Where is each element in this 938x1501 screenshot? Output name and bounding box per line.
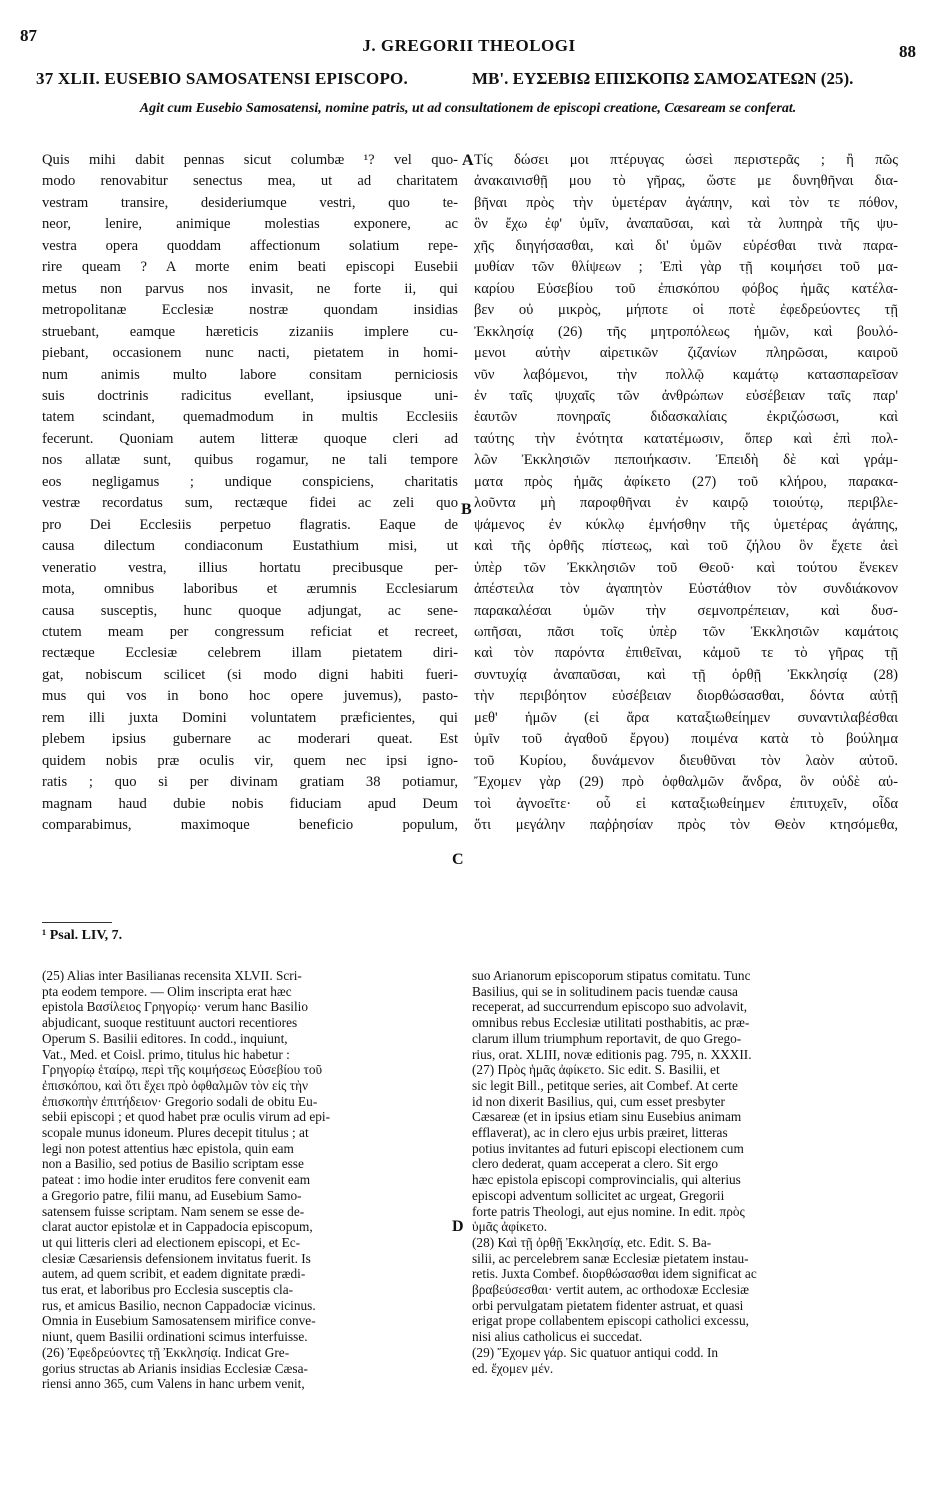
note-right-line: omnibus rebus Ecclesiæ utilitati posthabitis, ac præ- bbox=[472, 1015, 750, 1031]
note-right-line: episcopi adventum sollicitet ac urgeat, Gregorii bbox=[472, 1187, 725, 1203]
greek-text-line: παρακαλέσαι ὑμῶν τὴν σεμνοπρέπειαν, καὶ δυσ- bbox=[474, 602, 898, 619]
latin-text-line: metropolitanæ Ecclesiæ nostræ quondam insidias bbox=[42, 302, 458, 319]
latin-text-line: quidem nobis præ oculis vir, quem nec ipsi igno- bbox=[42, 752, 458, 769]
note-right-line: nisi alius catholicus ei succedat. bbox=[472, 1329, 643, 1345]
notes-left-column bbox=[42, 968, 450, 1392]
greek-text-line: ταύτης τὴν ἑνότητα κατατέμωσιν, ὅπερ καὶ ἐπὶ πολ- bbox=[474, 430, 898, 447]
note-right-line: orbi pervulgatam pietatem fidenter astruat, et quasi bbox=[472, 1297, 744, 1313]
greek-text-column bbox=[474, 150, 898, 837]
greek-text-line: ωπῆσαι, πᾶσι τοῖς ὑπὲρ τῶν Ἐκκλησιῶν καμάτοις bbox=[474, 623, 898, 640]
latin-text-line: neor, lenire, animique molestias exponere, ac bbox=[42, 216, 458, 233]
greek-text-line: τὴν περιβόητον εὐσέβειαν διορθώσασθαι, δόντα αὐτῇ bbox=[474, 688, 898, 705]
greek-text-line: λοῦντα μὴ παροφθῆναι ἐν καιρῷ τοιούτῳ, περιβλε- bbox=[474, 495, 898, 512]
note-left-line: a Gregorio patre, filii manu, ad Eusebium Samo- bbox=[42, 1187, 302, 1203]
latin-text-line: tatem scindant, quemadmodum in multis Ecclesiis bbox=[42, 409, 458, 426]
note-right-line: silii, ac percelebrem sanæ Ecclesiæ pietatem instau- bbox=[472, 1250, 749, 1266]
footnote-rule bbox=[42, 922, 112, 923]
note-right-line: Cæsareæ (et in ipsius etiam sinu Eusebius animam bbox=[472, 1109, 742, 1125]
latin-text-line: eos negligamus ; undique conspiciens, charitatis bbox=[42, 473, 458, 490]
latin-text-line: struebant, eamque hæreticis zizaniis implere cu- bbox=[42, 323, 458, 340]
latin-text-line: rectæque Ecclesiæ celebrem illam pietatem diri- bbox=[42, 645, 458, 662]
note-left-line: Γρηγορίῳ ἑταίρῳ, περὶ τῆς κοιμήσεως Εὐσεβίου τοῦ bbox=[42, 1062, 323, 1078]
note-left-line: ἐπισκοπὴν ἐπιτήδειον· Gregorio sodali de obitu Eu- bbox=[42, 1093, 318, 1109]
latin-text-line: vestra opera quoddam affectionum solatium repe- bbox=[42, 237, 458, 254]
note-left-line: Vat., Med. et Coisl. primo, titulus hic habetur : bbox=[42, 1046, 290, 1062]
note-left-line: abjudicant, suoque restituunt auctori recentiores bbox=[42, 1015, 298, 1031]
latin-text-line: num animis multo labore consitam perniciosis bbox=[42, 366, 458, 383]
margin-letter-d: D bbox=[452, 1218, 464, 1235]
greek-text-line: Ἐκκλησίᾳ (26) τῆς μητροπόλεως ἡμῶν, καὶ βουλό- bbox=[474, 323, 898, 340]
note-left-line: ut qui litteris cleri ad electionem episcopi, et Ec- bbox=[42, 1234, 301, 1250]
greek-text-line: τοῦ Κυρίου, δυνάμενον διευθῦναι τὸν λαὸν αὐτοῦ. bbox=[474, 752, 898, 769]
greek-text-line: συντυχίᾳ ἀναπαῦσαι, καὶ τῇ ὀρθῇ Ἐκκλησίᾳ (28) bbox=[474, 666, 898, 683]
greek-text-line: Τίς δώσει μοι πτέρυγας ὡσεὶ περιστερᾶς ; ἢ πῶς bbox=[474, 152, 898, 168]
latin-text-line: plebem ipsius gubernare ac moderari queat. Est bbox=[42, 731, 458, 748]
note-right-line: sic legit Bill., petitque series, ait Combef. At certe bbox=[472, 1077, 738, 1093]
greek-text-line: ἀνακαινισθῇ μου τὸ γῆρας, ὥστε με δυνηθῆναι δια- bbox=[474, 173, 898, 190]
note-right-line: βραβεύσεσθαι· vertit autem, ac orthodoxæ Ecclesiæ bbox=[472, 1282, 750, 1298]
latin-text-line: mus qui vos in bono hoc opere juvemus), pasto- bbox=[42, 688, 458, 705]
greek-text-line: βῆναι πρὸς τὴν ὑμετέραν ἀγάπην, καὶ τὸν τε πόθον, bbox=[474, 194, 898, 211]
latin-text-line: rem illi juxta Domini voluntatem præficientes, qui bbox=[42, 709, 458, 726]
note-left-line: non a Basilio, sed potius de Basilio scriptam esse bbox=[42, 1156, 304, 1172]
margin-letter-b: B bbox=[461, 501, 472, 518]
margin-letter-a: A bbox=[462, 152, 474, 169]
note-right-line: rius, orat. XLIII, novæ editionis pag. 795, n. XXXII. bbox=[472, 1046, 752, 1062]
greek-text-line: μενοι αὐτὴν αἱρετικῶν ζιζανίων πληρῶσαι, καιροῦ bbox=[474, 345, 898, 362]
latin-text-line: ratis ; quo si per divinam gratiam 38 potiamur, bbox=[42, 774, 458, 791]
greek-text-line: μεθ' ἡμῶν (εἰ ἄρα καταξιωθείημεν συναντιλαβέσθαι bbox=[474, 709, 898, 726]
note-left-line: (25) Alias inter Basilianas recensita XLVII. Scri- bbox=[42, 968, 302, 983]
latin-text-line: comparabimus, maximoque beneficio populum, bbox=[42, 817, 458, 834]
latin-text-line: causa susceptis, hunc quoque adjungat, ac sene- bbox=[42, 602, 458, 619]
note-right-line: efflaverat), ac in clero ejus urbis præiret, litteras bbox=[472, 1125, 728, 1141]
note-left-line: rus, et amicus Basilio, necnon Cappadociæ vicinus. bbox=[42, 1297, 316, 1313]
note-left-line: satensem fuisse scriptam. Nam senem se esse de- bbox=[42, 1203, 305, 1219]
note-left-line: gorius structas ab Arianis insidias Ecclesiæ Cæsa- bbox=[42, 1360, 308, 1376]
greek-text-line: καὶ τῆς ὀρθῆς πίστεως, καὶ τοῦ ζήλου ὃν ἔχετε ἀεὶ bbox=[474, 538, 898, 555]
note-right-line: (29) Ἔχομεν γάρ. Sic quatuor antiqui codd. In bbox=[472, 1344, 719, 1360]
note-left-line: clesiæ Cæsariensis defensionem invitatus fuerit. Is bbox=[42, 1250, 311, 1266]
greek-text-line: ματα πρὸς ἡμᾶς ἀφίκετο (27) τοῦ κλήρου, παρακα- bbox=[474, 473, 898, 490]
note-right-line: clero dederat, quam acceperat a clero. Sit ergo bbox=[472, 1156, 718, 1172]
letter-title-greek: ΜΒ'. ΕΥΣΕΒΙΩ ΕΠΙΣΚΟΠΩ ΣΑΜΟΣΑΤΕΩΝ (25). bbox=[472, 69, 854, 88]
greek-text-line: ἀπέστειλα τὸν ἀγαπητὸν Εὐστάθιον τὸν συνδιάκονον bbox=[474, 581, 898, 598]
latin-text-line: mota, omnibus laboribus et ærumnis Ecclesiarum bbox=[42, 581, 458, 598]
note-right-line: hæc epistola episcopi comprovincialis, qui alterius bbox=[472, 1172, 741, 1188]
note-right-line: ed. ἔχομεν μέν. bbox=[472, 1360, 554, 1376]
greek-text-line: καρίου Εὐσεβίου τοῦ ἐπισκόπου φόβος ἡμᾶς κατέλα- bbox=[474, 280, 898, 297]
greek-text-line: μυθίαν τῶν θλίψεων ; Ἐπὶ γὰρ τῇ κοιμήσει τοῦ μα- bbox=[474, 259, 898, 276]
note-right-line: receperat, ad succurrendum episcopo suo advolavit, bbox=[472, 999, 748, 1015]
note-left-line: sebii episcopi ; et quod habet præ oculis virum ad epi- bbox=[42, 1109, 331, 1125]
note-left-line: riensi anno 365, cum Valens in hanc urbem venit, bbox=[42, 1376, 305, 1392]
greek-text-line: βεν οὐ μικρὸς, μήποτε οἱ ποτὲ ἐφεδρεύοντες τῇ bbox=[474, 302, 898, 319]
greek-text-line: χῆς διηγήσασθαι, καὶ δι' ὑμῶν εὑρέσθαι τινὰ παρα- bbox=[474, 237, 898, 254]
latin-text-line: fecerunt. Quoniam autem litteræ quoque cleri ad bbox=[42, 430, 458, 447]
greek-text-line: λῶν Ἐκκλησιῶν πεποιήκασιν. Ἐπειδὴ δὲ καὶ γράμ- bbox=[474, 452, 898, 469]
note-right-line: potius invitantes ad futuri episcopi electionem cum bbox=[472, 1140, 744, 1156]
greek-text-line: ὑπὲρ τῶν Ἐκκλησιῶν τοῦ Θεοῦ· καὶ τούτου ἕνεκεν bbox=[474, 559, 898, 576]
note-right-line: retis. Juxta Combef. διορθώσασθαι idem significat ac bbox=[472, 1266, 757, 1282]
latin-text-line: magnam haud dubie nobis fiduciam apud Deum bbox=[42, 795, 458, 812]
note-left-line: clarat auctor epistolæ et in Cappadocia episcopum, bbox=[42, 1219, 313, 1235]
letter-summary: Agit cum Eusebio Samosatensi, nomine patris, ut ad consultationem de episcopi creatione, Cæsaream se conferat. bbox=[139, 101, 797, 116]
latin-text-line: causa dilectum condiaconum Eustathium misi, ut bbox=[42, 538, 458, 555]
latin-text-line: gat, nobiscum scilicet (si modo digni habiti fueri- bbox=[42, 666, 458, 683]
greek-text-line: ἑαυτῶν πονηραῖς διδασκαλίαις ἐκριζώσωσι, καὶ bbox=[474, 409, 898, 426]
note-right-line: forte patris Theologi, aut ejus nomine. In edit. πρὸς bbox=[472, 1203, 745, 1219]
greek-text-line: ὑμῖν τοῦ ἀγαθοῦ ἔργου) ποιμένα κατὰ τὸ βούλημα bbox=[474, 731, 898, 748]
note-left-line: (26) Ἐφεδρεύοντες τῇ Ἐκκλησίᾳ. Indicat Gre- bbox=[42, 1344, 290, 1360]
page-number-right: 88 bbox=[899, 42, 916, 61]
latin-text-line: rire queam ? A morte enim beati episcopi Eusebii bbox=[42, 259, 458, 276]
latin-text-line: nos allatæ sunt, quibus rogamur, ne tali tempore bbox=[42, 452, 458, 469]
margin-letter-c: C bbox=[452, 851, 464, 868]
note-right-line: id non dixerit Basilius, qui, cum esset presbyter bbox=[472, 1093, 725, 1109]
note-right-line: Basilius, qui se in solitudinem pacis tuendæ causa bbox=[472, 983, 738, 999]
note-left-line: pta eodem tempore. — Olim inscripta erat hæc bbox=[42, 983, 292, 999]
note-right-line: erigat prope collabentem episcopi catholici excessu, bbox=[472, 1313, 749, 1329]
note-left-line: pateat : imo hodie inter eruditos fere convenit eam bbox=[42, 1172, 311, 1188]
note-left-line: tus erat, et laboribus pro Ecclesia susceptis cla- bbox=[42, 1282, 294, 1298]
greek-text-line: ψάμενος ἐν κύκλῳ ἐμνήσθην τῆς ὑμετέρας ἀγάπης, bbox=[474, 516, 898, 533]
note-left-line: niunt, quem Basilii ordinationi scimus interfuisse. bbox=[42, 1329, 308, 1345]
latin-text-column bbox=[42, 150, 458, 837]
page-number-left: 87 bbox=[20, 26, 37, 45]
latin-text-line: ctutem meam per congressum reficiat et recreet, bbox=[42, 623, 458, 640]
latin-text-line: modo renovabitur senectus mea, ut ad charitatem bbox=[42, 173, 458, 190]
note-left-line: Omnia in Eusebium Samosatensem mirifice conve- bbox=[42, 1313, 316, 1329]
note-right-line: (27) Πρὸς ἡμᾶς ἀφίκετο. Sic edit. S. Basilii, et bbox=[472, 1062, 720, 1078]
note-left-line: scopale munus idoneum. Plures decepit titulus ; at bbox=[42, 1125, 309, 1141]
note-left-line: legi non potest attentius hæc epistola, quin eam bbox=[42, 1140, 294, 1156]
greek-text-line: ὅτι μεγάλην παῤῥησίαν πρὸς τὸν Θεὸν κτησόμεθα, bbox=[474, 817, 898, 834]
footnote: ¹ Psal. LIV, 7. bbox=[42, 928, 123, 943]
running-head: J. GREGORII THEOLOGI bbox=[362, 36, 576, 55]
latin-text-line: metus non parvus nos invasit, ne forte ii, qui bbox=[42, 280, 458, 297]
latin-text-line: Quis mihi dabit pennas sicut columbæ ¹? vel quo- bbox=[42, 152, 458, 168]
notes-right-column bbox=[472, 968, 896, 1376]
note-right-line: (28) Καὶ τῇ ὀρθῇ Ἐκκλησίᾳ, etc. Edit. S. Ba- bbox=[472, 1234, 712, 1250]
note-right-line: ὑμᾶς ἀφίκετο. bbox=[472, 1219, 548, 1235]
note-right-line: clarum illum triumphum reportavit, de quo Grego- bbox=[472, 1030, 742, 1046]
greek-text-line: Ἔχομεν γὰρ (29) πρὸ ὀφθαλμῶν ἄνδρα, ὃν οὐδὲ αὐ- bbox=[474, 774, 898, 791]
greek-text-line: τοὶ ἀγνοεῖτε· οὗ εἰ καταξιωθείημεν ἐπιτυχεῖν, οἶδα bbox=[474, 795, 898, 812]
note-left-line: autem, ad quem scribit, et eadem dignitate prædi- bbox=[42, 1266, 306, 1282]
letter-title-latin: 37 XLII. EUSEBIO SAMOSATENSI EPISCOPO. bbox=[36, 69, 408, 88]
latin-text-line: vestræ recordatus sum, rectæque fidei ac zeli quo bbox=[42, 495, 458, 512]
greek-text-line: ὃν ἔχω ἐφ' ὑμῖν, ἀναπαῦσαι, καὶ τὰ λυπηρὰ τῆς ψυ- bbox=[474, 216, 898, 233]
note-left-line: epistola Βασίλειος Γρηγορίῳ· verum hanc Basilio bbox=[42, 999, 309, 1015]
latin-text-line: pro Dei Ecclesiis perpetuo flagratis. Eaque de bbox=[42, 516, 458, 533]
greek-text-line: καὶ τὸν παρόντα ἐπιθεῖναι, κἀμοῦ τε τὸ γῆρας τῇ bbox=[474, 645, 898, 662]
latin-text-line: vestram transire, desideriumque vestri, quo te- bbox=[42, 194, 458, 211]
latin-text-line: piebant, occasionem nunc nacti, pietatem in homi- bbox=[42, 345, 458, 362]
latin-text-line: suis doctrinis radicitus evellant, ipsiusque uni- bbox=[42, 387, 458, 404]
greek-text-line: ἐν ταῖς ψυχαῖς τῶν ἀνθρώπων εὐσέβειαν ταῖς παρ' bbox=[474, 387, 898, 404]
note-left-line: Operum S. Basilii editores. In codd., inquiunt, bbox=[42, 1030, 288, 1046]
greek-text-line: νῦν λαβόμενοι, τὴν πολλῷ καμάτῳ κατασπαρεῖσαν bbox=[474, 366, 898, 383]
note-right-line: suo Arianorum episcoporum stipatus comitatu. Tunc bbox=[472, 968, 751, 983]
note-left-line: ἐπισκόπου, καὶ ὅτι ἔχει πρὸ ὀφθαλμῶν τὸν εἰς τὴν bbox=[42, 1077, 309, 1093]
latin-text-line: veneratio vestra, illius hortatu precibusque per- bbox=[42, 559, 458, 576]
